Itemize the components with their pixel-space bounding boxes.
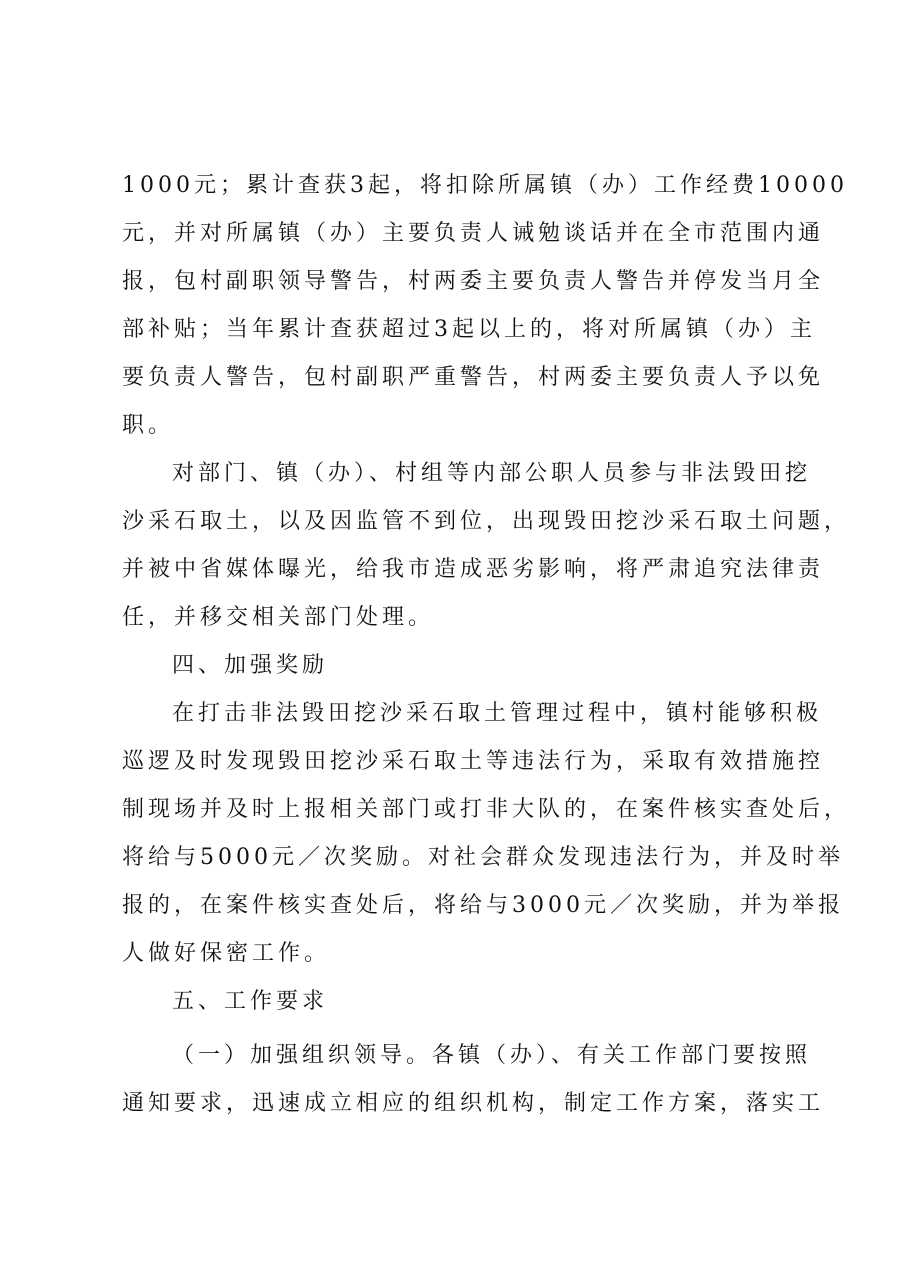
paragraph-penalty-line-5: 要负责人警告，包村副职严重警告，村两委主要负责人予以免: [122, 365, 825, 390]
paragraph-penalty-line-3: 报，包村副职领导警告，村两委主要负责人警告并停发当月全: [122, 269, 825, 294]
paragraph-staff-line-2: 沙采石取土，以及因监管不到位，出现毁田挖沙采石取土问题，: [122, 509, 851, 534]
paragraph-rewards-line-6: 人做好保密工作。: [122, 941, 331, 966]
paragraph-rewards-line-2: 巡逻及时发现毁田挖沙采石取土等违法行为，采取有效措施控: [122, 749, 825, 774]
paragraph-staff-line-3: 并被中省媒体曝光，给我市造成恶劣影响，将严肃追究法律责: [122, 557, 825, 582]
paragraph-rewards-line-5: 报的，在案件核实查处后，将给与3000元／次奖励，并为举报: [122, 893, 844, 918]
paragraph-rewards-line-1: 在打击非法毁田挖沙采石取土管理过程中，镇村能够积极: [172, 701, 823, 726]
paragraph-organization-line-1: （一）加强组织领导。各镇（办）、有关工作部门要按照: [172, 1043, 812, 1068]
paragraph-staff-line-1: 对部门、镇（办）、村组等内部公职人员参与非法毁田挖: [172, 461, 812, 486]
paragraph-organization-line-2: 通知要求，迅速成立相应的组织机构，制定工作方案，落实工: [122, 1091, 825, 1116]
paragraph-penalty-line-1: 1000元；累计查获3起，将扣除所属镇（办）工作经费10000: [122, 173, 848, 198]
paragraph-rewards-line-3: 制现场并及时上报相关部门或打非大队的，在案件核实查处后，: [122, 797, 851, 822]
paragraph-staff-line-4: 任，并移交相关部门处理。: [122, 605, 435, 630]
paragraph-rewards-line-4: 将给与5000元／次奖励。对社会群众发现违法行为，并及时举: [122, 845, 844, 870]
paragraph-penalty-line-2: 元，并对所属镇（办）主要负责人诫勉谈话并在全市范围内通: [122, 221, 825, 246]
paragraph-penalty-line-6: 职。: [122, 413, 175, 438]
section-5-heading: 五、工作要求: [172, 989, 329, 1014]
section-4-heading: 四、加强奖励: [172, 653, 329, 678]
paragraph-penalty-line-4: 部补贴；当年累计查获超过3起以上的，将对所属镇（办）主: [122, 317, 816, 342]
